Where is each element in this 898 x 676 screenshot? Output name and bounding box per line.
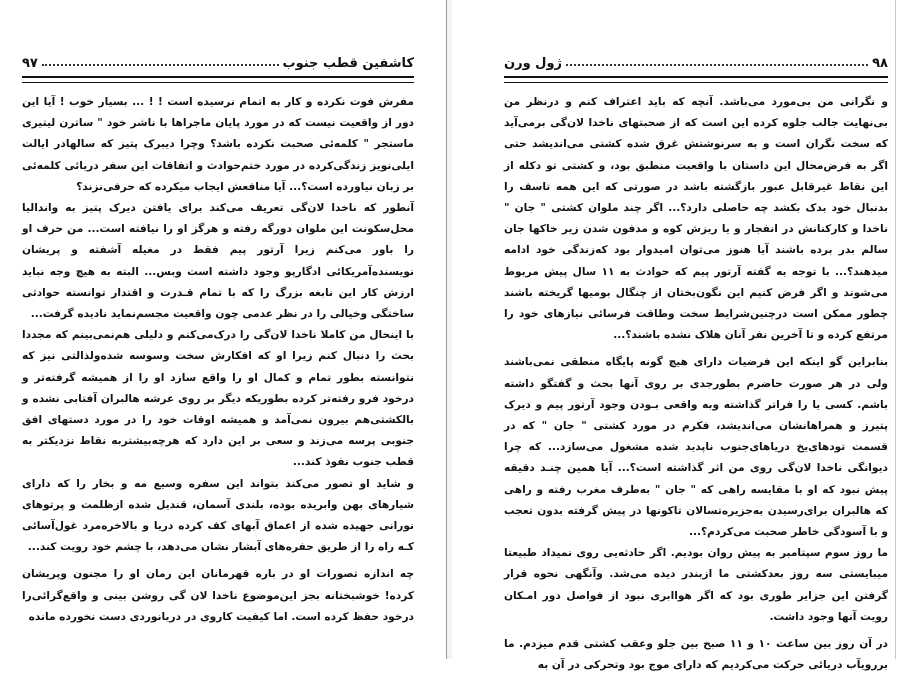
right-paragraph: بنابراین گو اینکه این فرضیات دارای هیچ گونه پایگاه منطقی نمی‌باشند ولی در هر صورت حاضرم بطورجدی بر روی آنها بحث و گفتگو داشته باشم. کسی یا را فراتر گذاشته وبه واقعی بـودن وجود آرتور پیم و دیرک پتیرز و همراهانشان می‌اندیشد، فکرم در مورد کشتی " جان " که در قسمت تودهای‌یخ دریاهای‌جنوب ناپدید شده مشغول می‌سازد... که چرا دیوانگی ناخدا لان‌گی روی من اثر گذاشته است؟... آیا همین چنـد دقیقه پیش نبود که او با مقایسه راهی که " جان " به‌طرف مغرب رفته و راهی که هالبران برای‌رسیدن به‌جزیره‌تسالان تاکونها در پیش گرفته بدون تعجب و با آسودگی خاطر صحبت می‌کردم؟... [504,356,888,539]
right-running-title: ژول ورن [504,55,563,71]
right-header-rule [504,76,888,83]
right-paragraph: در آن روز بین ساعت ۱۰ و ۱۱ صبح بین جلو وعقب کشتی قدم میزدم. ما بررویآب دریائی حرکت می‌کردیم که دارای موج بود وتحرکی در آن به [504,638,888,672]
right-page-header [504,52,888,74]
page-edge-right [895,0,896,659]
left-page [0,0,448,659]
left-paragraph: چه اندازه تصورات او در باره قهرمانان این رمان او را مجنون وپریشان کرده! خوشبختانه بجز این‌موضوع ناخدا لان گی روشن بینی و واقع‌گرائی‌را درخود حفظ کرده است. اما کیفیت کاروی در دریانوردی دست نخورده مانده [22,568,414,623]
right-paragraph: ما روز سوم سپتامبر به پیش روان بودیم. اگر حادثه‌یی روی نمیداد طبیعتا میبایستی سه روز بعدکشتی ما ازبندر دیده می‌شد. وآنگهی نحوه قرار گرفتن این جزایر طوری بود که اگر هواابری نبود از فواصل دور امـکان رویت آنها وجود داشت. [504,547,888,623]
left-page-number: ۹۷ [22,55,38,71]
left-page-header [22,52,414,74]
left-paragraph: مفرش فوت نکرده و کار به اتمام نرسیده است ! ! ... بسیار خوب ! آیا این دور از واقعیت نیست که در مورد پایان ماجراها با ناشر خود " ساترن لیتیری ماستجر " کلمه‌ئی صحبت نکرده باشد؟ وچرا دیبرک پتیز که سالهادر ایالت ایلی‌نویز زندگی‌کرده در مورد ختم‌حوادث و اتفاقات این سفر دریائی کلمه‌ئی بر زبان نیاورده است؟... آیا منافعش ایجاب میکرده که حرفی‌نزند؟ [22,96,414,193]
left-header-rule [22,76,414,83]
right-paragraph: و نگرانی من بی‌مورد می‌باشد. آنچه که باید اعتراف کنم و درنظر من بی‌نهایت جالب جلوه کرده این است که از صحبتهای ناخدا لان‌گی برمی‌آید که سخت نگران است و به سرنوشتش غرق شده کشتی می‌اندیشد حتی اگر به فرض‌محال این داستان با واقعیت منطبق بود، و کشتی تو دکله از این نقاط غیرقابل عبور بازگشته باشد در صورتی که این همه تاسف را بدنبال خود بدک بکشد چه حاصلی دارد؟... اگر چند ملوان کشتی " جان " ناخدا و کارکنانش در انفجار و یا ریزش کوه و مدفون شدن زیر خاکها جان سالم بدر برده باشند آیا هنوز می‌توان امیدوار بود که‌زندگی خود ادامه میدهند؟... با توجه به گفته آرتور پیم که حوادث به ۱۱ سال پیش مربوط می‌شوند و اگر فرض کنیم این نگون‌بختان از چنگال بومیها گریخته باشند چطور ممکن است درچنین‌شرایط سخت وطاقت فرسائی نیازهای خود را مرتفع کرده و تا آخرین نفر آنان هلاک نشده باشند؟... [504,96,888,342]
header-dot-leader [42,64,279,66]
left-page-body [22,92,414,650]
left-paragraph: آنطور که ناخدا لان‌گی تعریف می‌کند برای یافتن دیرک پتیز به وانداليا محل‌سکونت این ملوان دورگه رفته و هرگز او را نیافته است... من حرف او را باور می‌کنم زیرا آرتور پیم فقط در مغیله آشفته و پریشان نویسنده‌آمریکائی ادگارپو وجود داشته است وبس... البته به هیچ وجه نباید ارزش کار این نابغه بزرگ را که با تمام قـدرت و اقتدار توانسته حوادثی ساختگی وخیالی را در نظر عدمی چون واقعیت مجسم‌نماید نادیده گرفت... [22,202,414,321]
left-paragraph: با اینحال من کاملا ناخدا لان‌گی را درک‌می‌کنم و دلیلی هم‌نمی‌بینم که مجددا بحث را دنبال کنم زیرا او که افکارش سخت وسوسه شده‌ولذا‌لتی نیز که نتوانسته بطور تمام و کمال او را واقع سازد او را از همیشه گرفته‌تر و درخود فرو رفته‌تر کرده بطوریکه دیگر بر روی عرشه هالبران آفتابی نشده و بالکشتی‌هم بیرون نمی‌آمد و همیشه اوقات خود را در مورد دستهای افق جنوبی پرسه می‌زند و سعی بر این دارد که هرچه‌بیشتربه نقاط نزدیکتر به قطب جنوب نفوذ کند... [22,329,414,469]
left-running-title: کاشفین قطب جنوب [282,55,414,71]
right-page-body [504,92,888,672]
header-dot-leader [566,64,868,66]
left-paragraph: و شاید او تصور می‌کند بتواند این سفره وسیع مه و بخار را که دارای شیارهای بهن وابریده بوده، بلندی آسمان، قندیل شده ازظلمت و پرتوهای نورانی جهیده شده از اعماق آبهای کف کرده دریا و بالاخره‌مرد غول‌آسائی کـه راه را از طریق حفره‌های آبشار نشان می‌دهد، با چشم خود رویت کند... [22,477,414,554]
right-page [452,0,898,672]
right-page-number: ۹۸ [872,55,888,71]
